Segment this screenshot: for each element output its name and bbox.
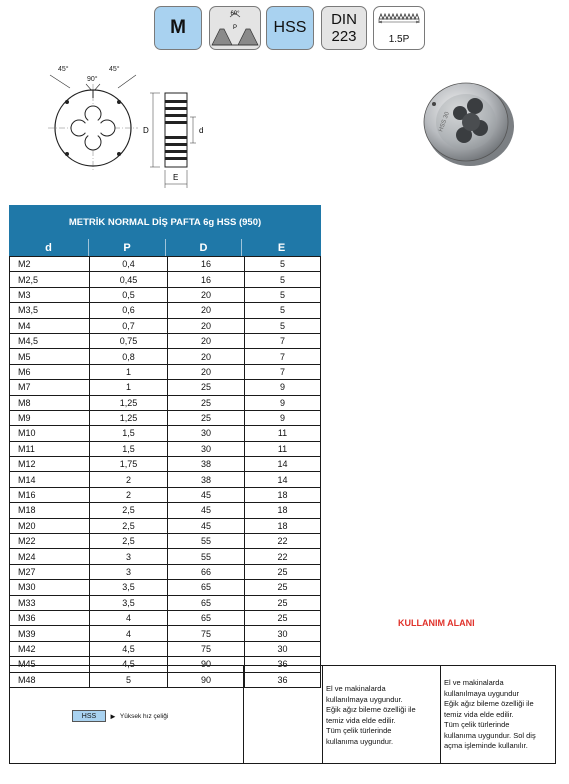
cell-E: 30 (245, 626, 321, 641)
cell-E: 7 (245, 349, 321, 364)
usage-1-line: temiz vida elde edilir. (326, 715, 396, 725)
specs-table-body (10, 257, 321, 688)
cell-E: 9 (245, 410, 321, 425)
cell-E: 18 (245, 518, 321, 533)
table-row (10, 426, 321, 441)
cell-D: 75 (168, 641, 245, 656)
cell-d: M14 (10, 472, 90, 487)
cell-d: M8 (10, 395, 90, 410)
thread-angle-label: 60° (230, 11, 240, 17)
angle-top-label: 90° (87, 76, 98, 83)
cell-P: 0,6 (90, 303, 168, 318)
die-engraving: HSS 30 (438, 111, 451, 133)
cell-D: 45 (168, 503, 245, 518)
cell-D: 16 (168, 272, 245, 287)
cell-P: 1 (90, 380, 168, 395)
cell-D: 25 (168, 395, 245, 410)
cell-d: M22 (10, 534, 90, 549)
cell-E: 5 (245, 318, 321, 333)
cell-P: 1,5 (90, 426, 168, 441)
legend-arrow-icon: ► (109, 711, 117, 721)
usage-area-title: KULLANIM ALANI (398, 618, 475, 628)
table-row (10, 318, 321, 333)
cell-P: 4 (90, 626, 168, 641)
cell-D: 45 (168, 487, 245, 502)
cell-D: 90 (168, 657, 245, 672)
cell-d: M18 (10, 503, 90, 518)
cell-d: M6 (10, 364, 90, 379)
die-technical-drawing (40, 60, 210, 195)
cell-D: 20 (168, 303, 245, 318)
thread-profile-icon (210, 7, 260, 49)
header-E: E (277, 241, 286, 254)
cell-d: M11 (10, 441, 90, 456)
table-row (10, 472, 321, 487)
table-row (10, 534, 321, 549)
cell-P: 3,5 (90, 595, 168, 610)
cell-D: 65 (168, 595, 245, 610)
cell-D: 30 (168, 426, 245, 441)
cell-E: 7 (245, 333, 321, 348)
cell-E: 36 (245, 672, 321, 687)
cell-d: M42 (10, 641, 90, 656)
cell-d: M36 (10, 610, 90, 625)
cell-d: M20 (10, 518, 90, 533)
cell-E: 5 (245, 257, 321, 272)
cell-E: 25 (245, 610, 321, 625)
cell-E: 14 (245, 472, 321, 487)
usage-text-2 (444, 678, 536, 752)
metric-label: M (170, 17, 186, 38)
table-row (10, 641, 321, 656)
cell-d: M2,5 (10, 272, 90, 287)
cell-E: 25 (245, 580, 321, 595)
cell-D: 90 (168, 672, 245, 687)
pitch-label: 1.5P (388, 34, 410, 45)
header-P: P (89, 239, 166, 256)
table-row (10, 333, 321, 348)
cell-D: 20 (168, 349, 245, 364)
cell-P: 2,5 (90, 503, 168, 518)
table-row (10, 487, 321, 502)
cell-D: 38 (168, 457, 245, 472)
cell-E: 7 (245, 364, 321, 379)
cell-P: 5 (90, 672, 168, 687)
table-header-row (9, 239, 321, 256)
cell-E: 11 (245, 426, 321, 441)
usage-1-line: Tüm çelik türlerinde (326, 726, 392, 735)
cell-P: 1,25 (90, 410, 168, 425)
cell-d: M33 (10, 595, 90, 610)
cell-E: 5 (245, 287, 321, 302)
cell-P: 2 (90, 487, 168, 502)
cell-P: 3 (90, 549, 168, 564)
cell-E: 5 (245, 272, 321, 287)
cell-D: 66 (168, 564, 245, 579)
cell-d: M39 (10, 626, 90, 641)
cell-E: 18 (245, 503, 321, 518)
hss-legend (72, 710, 168, 722)
table-row (10, 549, 321, 564)
cell-d: M7 (10, 380, 90, 395)
cell-P: 0,8 (90, 349, 168, 364)
cell-D: 25 (168, 410, 245, 425)
cell-P: 4,5 (90, 641, 168, 656)
table-row (10, 610, 321, 625)
cell-D: 20 (168, 333, 245, 348)
table-row (10, 303, 321, 318)
usage-1-line: Eğik ağız bileme özelliği ile (326, 705, 416, 714)
angle-right-label: 45° (109, 66, 120, 73)
cell-D: 30 (168, 441, 245, 456)
usage-text-1 (326, 684, 416, 747)
usage-1-line: El ve makinalarda (326, 684, 386, 693)
table-title: METRİK NORMAL DİŞ PAFTA 6g HSS (950) (9, 205, 321, 239)
table-row (10, 580, 321, 595)
dim-E-label: E (173, 173, 179, 182)
hss-label: HSS (273, 19, 307, 36)
thread-pitch-symbol: P (232, 25, 238, 31)
cell-E: 14 (245, 457, 321, 472)
table-row (10, 257, 321, 272)
metric-badge (154, 6, 202, 50)
table-row (10, 380, 321, 395)
usage-2-line: kullanılmaya uygundur (444, 688, 520, 698)
din-badge (321, 6, 367, 50)
cell-D: 20 (168, 364, 245, 379)
cell-P: 0,5 (90, 287, 168, 302)
cell-d: M2 (10, 257, 90, 272)
usage-1-line: kullanılmaya uygundur. (326, 694, 403, 704)
cell-P: 0,7 (90, 318, 168, 333)
usage-2-line: kullanıma uygundur. Sol diş (444, 730, 536, 740)
bottom-info-panel (9, 665, 556, 764)
table-row (10, 287, 321, 302)
dim-D-label: D (143, 126, 149, 135)
table-row (10, 457, 321, 472)
cell-d: M48 (10, 672, 90, 687)
din-number: 223 (331, 28, 357, 45)
cell-E: 36 (245, 657, 321, 672)
cell-P: 0,4 (90, 257, 168, 272)
cell-d: M10 (10, 426, 90, 441)
cell-D: 65 (168, 610, 245, 625)
cell-D: 16 (168, 257, 245, 272)
cell-E: 25 (245, 595, 321, 610)
din-label: DIN (331, 11, 357, 28)
thread-length-icon (375, 10, 423, 32)
cell-P: 0,75 (90, 333, 168, 348)
cell-E: 22 (245, 534, 321, 549)
cell-P: 2,5 (90, 534, 168, 549)
cell-D: 55 (168, 534, 245, 549)
usage-2-line: El ve makinalarda (444, 678, 504, 687)
cell-P: 0,45 (90, 272, 168, 287)
table-row (10, 626, 321, 641)
cell-D: 45 (168, 518, 245, 533)
cell-E: 22 (245, 549, 321, 564)
cell-E: 30 (245, 641, 321, 656)
cell-D: 20 (168, 318, 245, 333)
cell-E: 11 (245, 441, 321, 456)
cell-D: 25 (168, 380, 245, 395)
cell-d: M3 (10, 287, 90, 302)
table-row (10, 395, 321, 410)
table-row (10, 441, 321, 456)
cell-d: M9 (10, 410, 90, 425)
cell-P: 1,25 (90, 395, 168, 410)
cell-D: 55 (168, 549, 245, 564)
cell-d: M3,5 (10, 303, 90, 318)
cell-E: 5 (245, 303, 321, 318)
hss-badge (266, 6, 314, 50)
usage-1-line: kullanıma uygundur. (326, 736, 394, 746)
cell-E: 9 (245, 395, 321, 410)
cell-d: M4,5 (10, 333, 90, 348)
usage-2-line: Eğik ağız bileme özelliği ile (444, 699, 534, 708)
cell-D: 75 (168, 626, 245, 641)
usage-2-line: Tüm çelik türlerinde (444, 720, 510, 729)
table-row (10, 564, 321, 579)
cell-d: M4 (10, 318, 90, 333)
cell-d: M45 (10, 657, 90, 672)
cell-P: 2 (90, 472, 168, 487)
header-D: D (166, 239, 242, 256)
table-row (10, 364, 321, 379)
table-row (10, 272, 321, 287)
cell-D: 20 (168, 287, 245, 302)
table-row (10, 595, 321, 610)
cell-E: 9 (245, 380, 321, 395)
usage-2-line: açma işleminde kullanılır. (444, 741, 528, 750)
usage-2-line: temiz vida elde edilir. (444, 709, 514, 719)
cell-E: 25 (245, 564, 321, 579)
header-d: d (9, 239, 89, 256)
cell-P: 3,5 (90, 580, 168, 595)
cell-d: M5 (10, 349, 90, 364)
cell-P: 4,5 (90, 657, 168, 672)
legend-hss-box: HSS (72, 710, 106, 722)
cell-d: M30 (10, 580, 90, 595)
dim-d-label: d (199, 126, 204, 135)
cell-E: 18 (245, 487, 321, 502)
pitch-badge (373, 6, 425, 50)
cell-P: 1 (90, 364, 168, 379)
table-row (10, 349, 321, 364)
specs-table (9, 256, 321, 688)
cell-P: 3 (90, 564, 168, 579)
cell-d: M16 (10, 487, 90, 502)
table-row (10, 518, 321, 533)
table-row (10, 410, 321, 425)
thread-profile-badge (209, 6, 261, 50)
cell-d: M27 (10, 564, 90, 579)
cell-P: 1,75 (90, 457, 168, 472)
cell-D: 38 (168, 472, 245, 487)
cell-D: 65 (168, 580, 245, 595)
table-row (10, 503, 321, 518)
cell-P: 4 (90, 610, 168, 625)
cell-P: 1,5 (90, 441, 168, 456)
cell-P: 2,5 (90, 518, 168, 533)
cell-d: M12 (10, 457, 90, 472)
die-product-photo (420, 76, 516, 172)
angle-left-label: 45° (58, 66, 69, 73)
cell-d: M24 (10, 549, 90, 564)
legend-text: Yüksek hız çeliği (119, 712, 169, 720)
